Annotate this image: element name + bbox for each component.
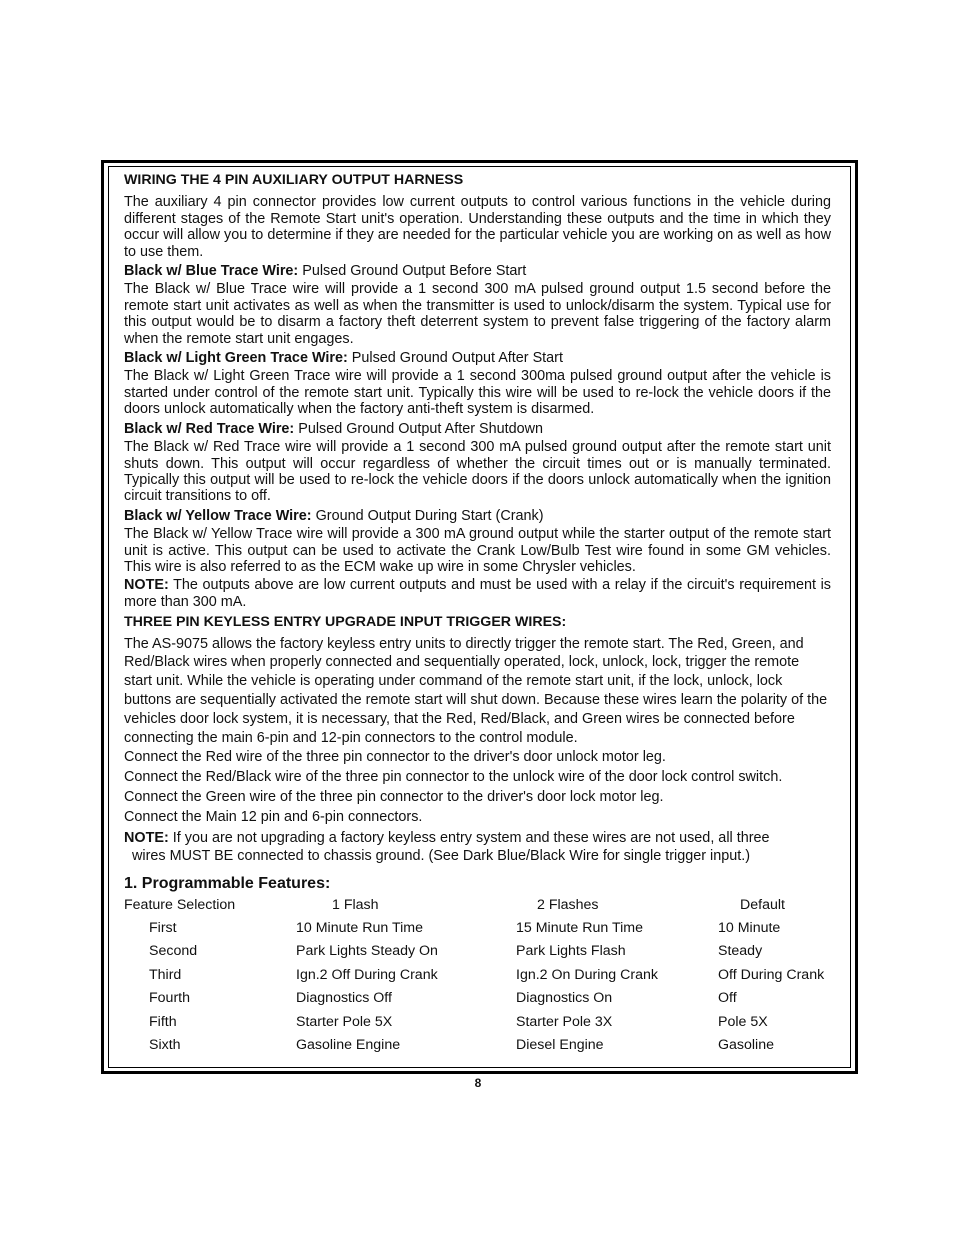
table-cell: Starter Pole 5X <box>296 1013 393 1030</box>
page-number: 8 <box>474 1076 482 1090</box>
wire-heading-light-green <box>124 350 831 366</box>
wire-name: Black w/ Light Green Trace Wire: <box>124 350 348 367</box>
header-cell: 2 Flashes <box>537 896 599 913</box>
note-label: NOTE: <box>124 577 169 594</box>
wire-desc: Ground Output During Start (Crank) <box>315 507 544 524</box>
wire-desc: Pulsed Ground Output Before Start <box>302 263 527 280</box>
table-cell: 15 Minute Run Time <box>516 920 643 937</box>
wire-text-red: The Black w/ Red Trace wire will provide a 1 second 300 mA pulsed ground output after the remote start unit shuts down. This output will occur regardless of whether the circuit times out or is manually terminated. Typically this output will be used to re-lock the vehicle doors if the doors unlock automatically when the ignition circuit transitions to off. <box>124 439 831 505</box>
wire-heading-yellow <box>124 508 831 524</box>
table-cell: Gasoline Engine <box>296 1036 401 1053</box>
table-row <box>124 963 831 986</box>
wire-desc: Pulsed Ground Output After Shutdown <box>298 420 544 437</box>
keyless-section <box>124 635 831 827</box>
note-text-line1: If you are not upgrading a factory keyless entry system and these wires are not used, all three <box>168 829 770 846</box>
section-heading-keyless: THREE PIN KEYLESS ENTRY UPGRADE INPUT TRIGGER WIRES: <box>124 614 567 631</box>
table-row <box>124 1033 831 1056</box>
programmable-features-table <box>124 897 831 1057</box>
table-cell: Starter Pole 3X <box>516 1013 613 1030</box>
note-text: The outputs above are low current outputs and must be used with a relay if the circuit's requirement is more than 300 mA. <box>124 577 831 610</box>
wire-text-yellow: The Black w/ Yellow Trace wire will provide a 300 mA ground output while the starter output of the remote start unit is active. This output can be used to activate the Crank Low/Bulb Test wire found in some GM vehicles. This wire is also referred to as the ECM wake up wire in some Chrysler vehicles. <box>124 526 831 575</box>
header-cell: Feature Selection <box>124 896 236 913</box>
table-cell: Fifth <box>149 1013 177 1030</box>
wire-text-light-green: The Black w/ Light Green Trace wire will provide a 1 second 300ma pulsed ground output after the vehicle is started under control of the remote start unit. Typically this wire will be used to re-lock the vehicle doors if the doors unlock automatically when the factory anti-theft system is disarmed. <box>124 368 831 418</box>
manual-content <box>124 172 831 1057</box>
note-text-line2: wires MUST BE connected to chassis ground. (See Dark Blue/Black Wire for single trigger input.) <box>132 848 750 865</box>
table-cell: Diesel Engine <box>516 1036 604 1053</box>
table-cell: Ign.2 Off During Crank <box>296 966 438 983</box>
keyless-step: Connect the Green wire of the three pin connector to the driver's door lock motor leg. <box>124 788 664 805</box>
table-row <box>124 1010 831 1033</box>
header-cell: Default <box>740 896 785 913</box>
wire-name: Black w/ Blue Trace Wire: <box>124 263 299 280</box>
wire-name: Black w/ Yellow Trace Wire: <box>124 507 312 524</box>
keyless-step: Connect the Red/Black wire of the three pin connector to the unlock wire of the door lock control switch. <box>124 769 783 786</box>
note-label: NOTE: <box>124 829 169 846</box>
wire-text-blue: The Black w/ Blue Trace wire will provide a 1 second 300 mA pulsed ground output 1.5 second before the remote start unit activates as well as when the transmitter is used to unlock/disarm the system. Typical use for this output would be to disarm a factory theft deterrent system to prevent false triggering of the factory alarm when the remote start unit engages. <box>124 281 831 347</box>
table-cell: Gasoline <box>718 1036 774 1053</box>
table-cell: Fourth <box>149 990 191 1007</box>
aux-output-intro: The auxiliary 4 pin connector provides low current outputs to control various functions in the vehicle during different stages of the Remote Start unit's operation. Understanding these outputs and the time in which they occur will allow you to determine if they are needed for the particular vehicle you are working on as well as how to use them. <box>124 194 831 260</box>
keyless-step: Connect the Red wire of the three pin connector to the driver's door unlock motor leg. <box>124 749 666 766</box>
table-cell: Sixth <box>149 1036 181 1053</box>
table-row <box>124 917 831 940</box>
table-row <box>124 987 831 1010</box>
programmable-features-title: 1. Programmable Features: <box>124 875 331 893</box>
table-header-row <box>124 897 831 917</box>
keyless-step: Connect the Main 12 pin and 6-pin connectors. <box>124 808 423 825</box>
table-cell: Park Lights Steady On <box>296 943 438 960</box>
table-row <box>124 940 831 963</box>
table-cell: Diagnostics On <box>516 990 613 1007</box>
wire-name: Black w/ Red Trace Wire: <box>124 420 295 437</box>
keyless-note <box>124 829 831 867</box>
table-cell: Third <box>149 966 182 983</box>
table-cell: 10 Minute Run Time <box>296 920 423 937</box>
table-cell: Steady <box>718 943 763 960</box>
table-cell: Second <box>149 943 198 960</box>
keyless-intro: The AS-9075 allows the factory keyless entry units to directly trigger the remote start. The Red, Green, and Red/Black wires when properly connected and sequentially operated, lock, unlock, lock, trigger the remote start unit. While the vehicle is operating under command of the remote start unit, if the lock, unlock, lock buttons are sequentially activated the remote start will shut down. Because these wires learn the polarity of the vehicles door lock system, it is necessary, that the Red, Red/Black, and Green wires be connected before connecting the main 6-pin and 12-pin connectors to the control module. <box>124 635 828 746</box>
table-cell: Ign.2 On During Crank <box>516 966 658 983</box>
table-cell: Off During Crank <box>718 966 825 983</box>
wire-heading-red <box>124 421 831 437</box>
table-cell: Off <box>718 990 737 1007</box>
header-cell: 1 Flash <box>332 896 379 913</box>
wire-desc: Pulsed Ground Output After Start <box>351 350 563 367</box>
table-cell: 10 Minute <box>718 920 781 937</box>
section-heading-aux-output: WIRING THE 4 PIN AUXILIARY OUTPUT HARNESS <box>124 172 464 188</box>
table-cell: Diagnostics Off <box>296 990 392 1007</box>
table-cell: Pole 5X <box>718 1013 768 1030</box>
table-cell: First <box>149 920 177 937</box>
wire-heading-blue <box>124 263 831 279</box>
table-cell: Park Lights Flash <box>516 943 626 960</box>
aux-output-note <box>124 577 831 610</box>
